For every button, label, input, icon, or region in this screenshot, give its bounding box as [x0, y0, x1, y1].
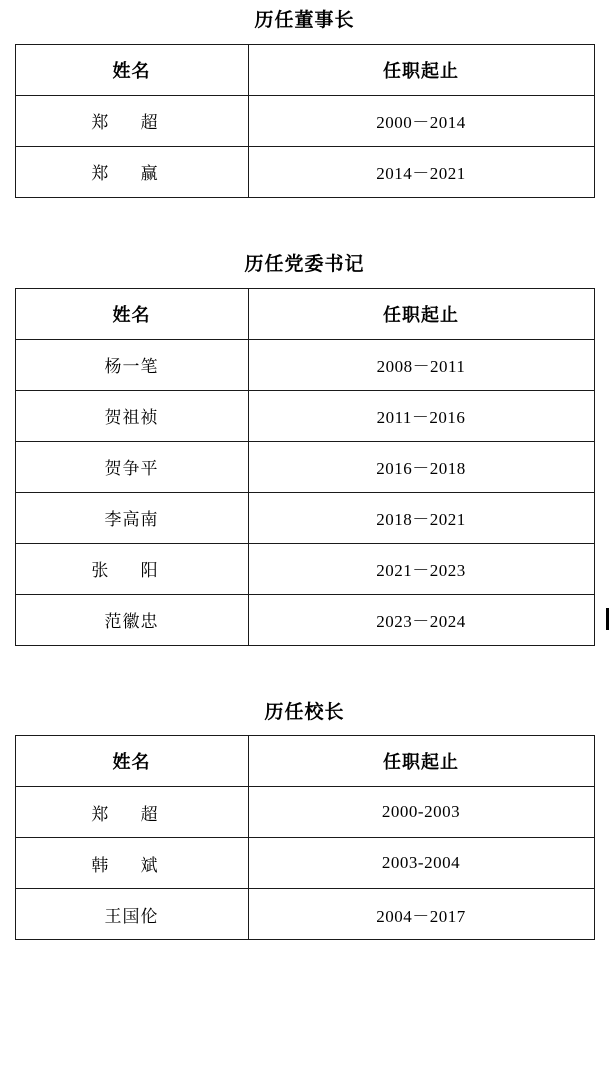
- column-header-name: 姓名: [15, 288, 248, 339]
- section-title: 历任党委书记: [244, 253, 365, 275]
- cell-name: 李高南: [15, 492, 248, 543]
- cell-term: 2011－2016: [248, 390, 594, 441]
- table-row: [15, 339, 594, 390]
- table-row: [15, 838, 594, 889]
- column-header-name: 姓名: [15, 44, 248, 95]
- cell-name: 贺争平: [15, 441, 248, 492]
- section-title: 历任董事长: [254, 10, 355, 31]
- column-header-name: 姓名: [15, 736, 248, 787]
- party-secretaries-table: [15, 288, 595, 646]
- table-row: [15, 146, 594, 197]
- cell-term: 2000-2003: [248, 787, 594, 838]
- cell-term: 2018－2021: [248, 492, 594, 543]
- document-page: [0, 10, 609, 940]
- section-principals: [0, 702, 609, 941]
- cell-name: 郑 赢: [15, 146, 248, 197]
- cell-term: 2008－2011: [248, 339, 594, 390]
- cell-name: 郑 超: [15, 787, 248, 838]
- table-header-row: [15, 44, 594, 95]
- principals-table: [15, 735, 595, 940]
- column-header-term: 任职起止: [248, 44, 594, 95]
- chairmen-table: [15, 44, 595, 198]
- cell-term: 2000－2014: [248, 95, 594, 146]
- table-row: [15, 787, 594, 838]
- cell-term: 2004－2017: [248, 889, 594, 940]
- section-party-secretaries: [0, 254, 609, 646]
- table-row: [15, 889, 594, 940]
- cell-term: 2016－2018: [248, 441, 594, 492]
- table-row: [15, 594, 594, 645]
- cell-name: 韩 斌: [15, 838, 248, 889]
- column-header-term: 任职起止: [248, 288, 594, 339]
- cell-name: 杨一笔: [15, 339, 248, 390]
- cell-name: 贺祖祯: [15, 390, 248, 441]
- section-title: 历任校长: [264, 701, 345, 723]
- table-header-row: [15, 736, 594, 787]
- table-row: [15, 390, 594, 441]
- column-header-term: 任职起止: [248, 736, 594, 787]
- cell-term: 2021－2023: [248, 543, 594, 594]
- cell-name: 张 阳: [15, 543, 248, 594]
- table-row: [15, 543, 594, 594]
- cell-term: 2023－2024: [248, 594, 594, 645]
- table-row: [15, 492, 594, 543]
- table-row: [15, 95, 594, 146]
- section-chairmen: [0, 10, 609, 198]
- table-row: [15, 441, 594, 492]
- cell-term: 2014－2021: [248, 146, 594, 197]
- table-header-row: [15, 288, 594, 339]
- cell-name: 郑 超: [15, 95, 248, 146]
- cell-name: 范徽忠: [15, 594, 248, 645]
- cell-term: 2003-2004: [248, 838, 594, 889]
- cell-name: 王国伦: [15, 889, 248, 940]
